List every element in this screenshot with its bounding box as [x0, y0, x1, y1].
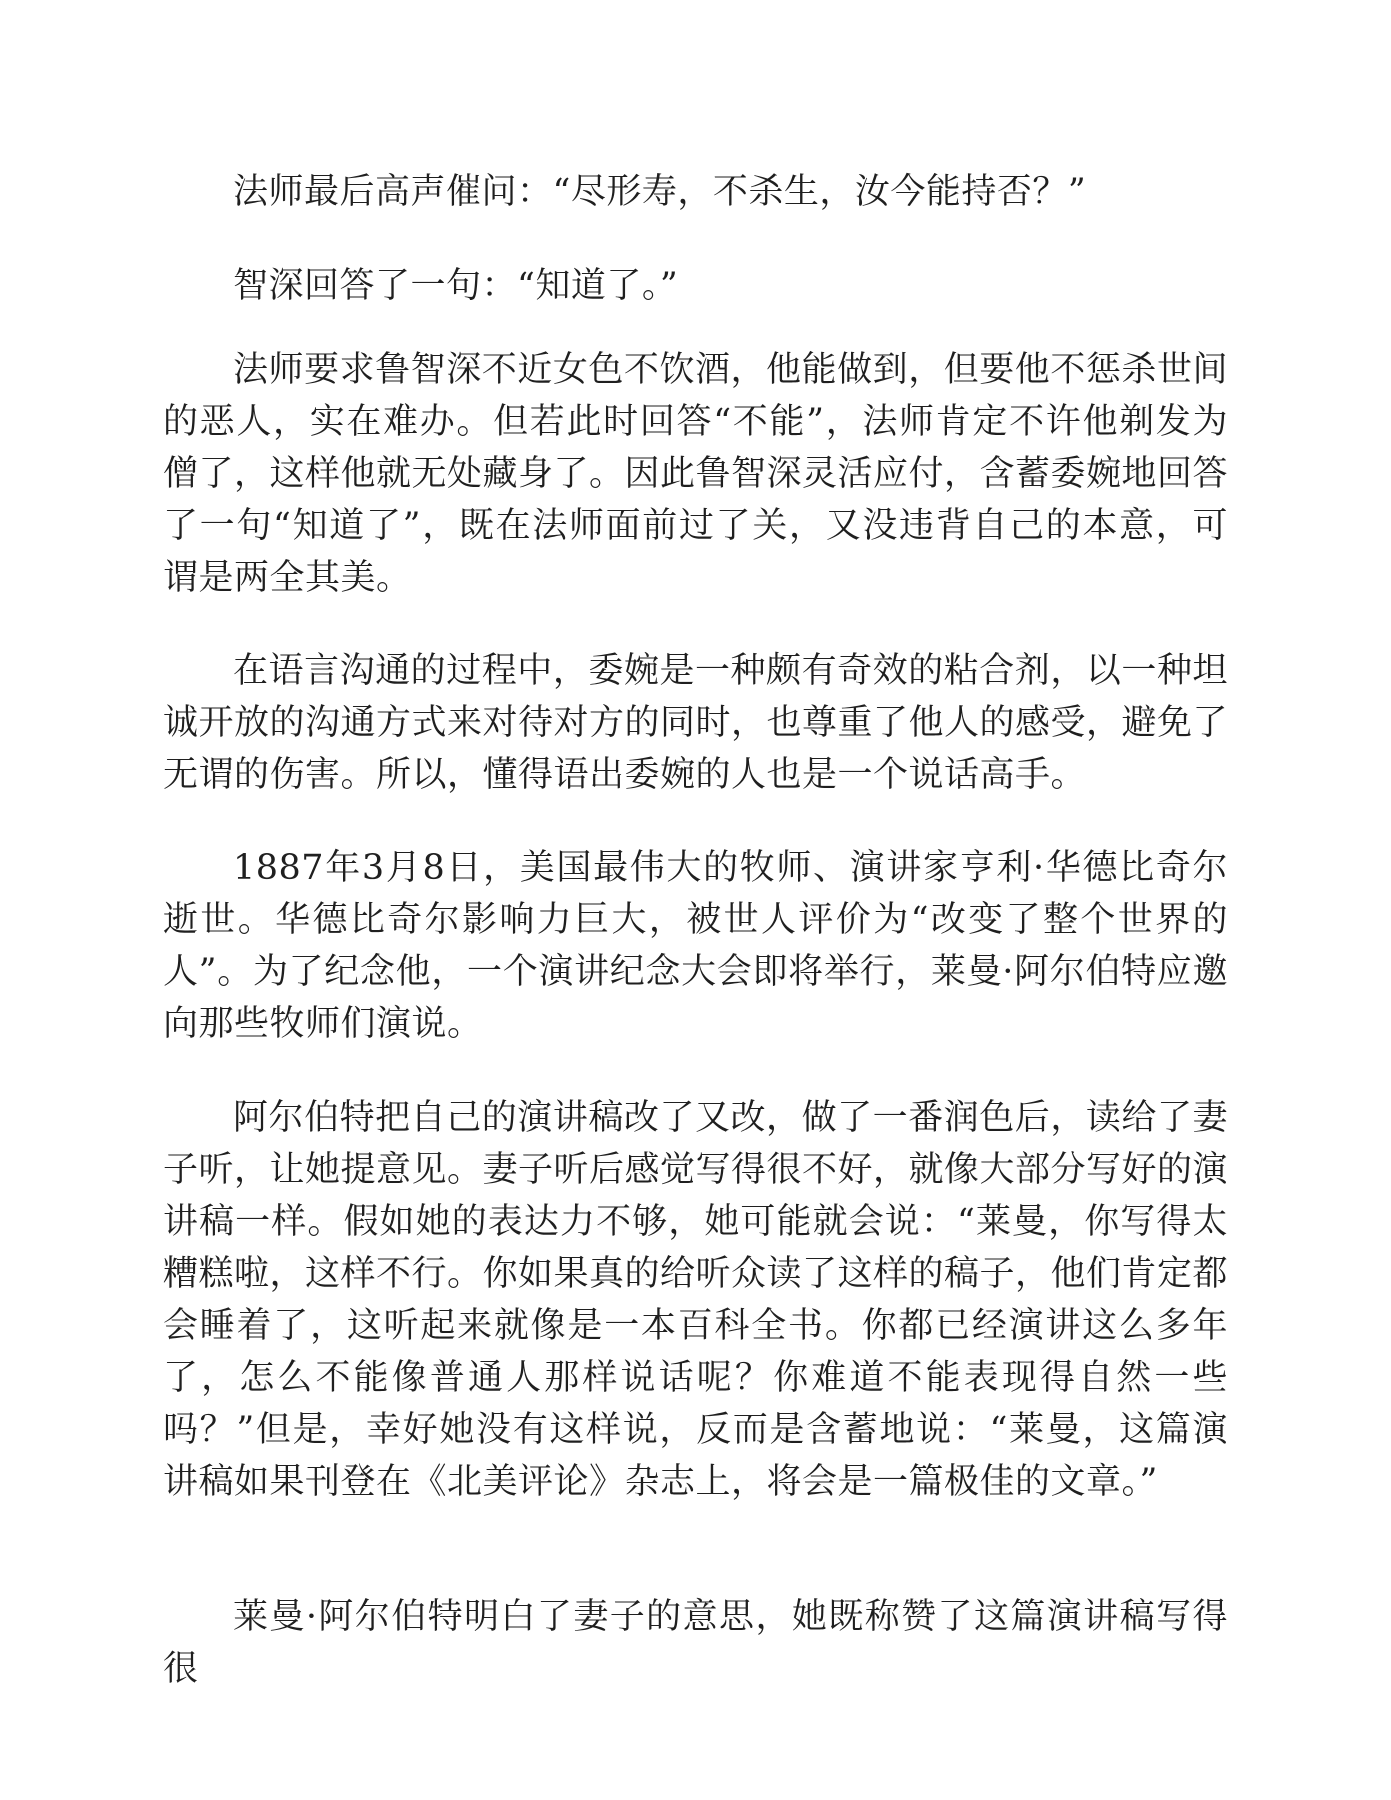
paragraph-1: 法师最后高声催问：“尽形寿，不杀生，汝今能持否？” [233, 172, 1087, 212]
paragraph-4: 在语言沟通的过程中，委婉是一种颇有奇效的粘合剂，以一种坦诚开放的沟通方式来对待对方的同时，也尊重了他人的感受，避免了无谓的伤害。所以，懂得语出委婉的人也是一个说话高手。 [163, 651, 1229, 795]
paragraph-3: 法师要求鲁智深不近女色不饮酒，他能做到，但要他不惩杀世间的恶人，实在难办。但若此时回答“不能”，法师肯定不许他剃发为僧了，这样他就无处藏身了。因此鲁智深灵活应付，含蓄委婉地回答了一句“知道了”，既在法师面前过了关，又没违背自己的本意，可谓是两全其美。 [163, 350, 1229, 598]
paragraph-5: 1887年3月8日，美国最伟大的牧师、演讲家亨利·华德比奇尔逝世。华德比奇尔影响力巨大，被世人评价为“改变了整个世界的人”。为了纪念他，一个演讲纪念大会即将举行，莱曼·阿尔伯特应邀向那些牧师们演说。 [163, 848, 1228, 1044]
paragraph-7: 莱曼·阿尔伯特明白了妻子的意思，她既称赞了这篇演讲稿写得很 [163, 1597, 1228, 1689]
paragraph-2: 智深回答了一句：“知道了。” [233, 266, 679, 306]
paragraph-6: 阿尔伯特把自己的演讲稿改了又改，做了一番润色后，读给了妻子听，让她提意见。妻子听后感觉写得很不好，就像大部分写好的演讲稿一样。假如她的表达力不够，她可能就会说：“莱曼，你写得太糟糕啦，这样不行。你如果真的给听众读了这样的稿子，他们肯定都会睡着了，这听起来就像是一本百科全书。你都已经演讲这么多年了，怎么不能像普通人那样说话呢？你难道不能表现得自然一些吗？”但是，幸好她没有这样说，反而是含蓄地说：“莱曼，这篇演讲稿如果刊登在《北美评论》杂志上，将会是一篇极佳的文章。” [163, 1098, 1229, 1502]
